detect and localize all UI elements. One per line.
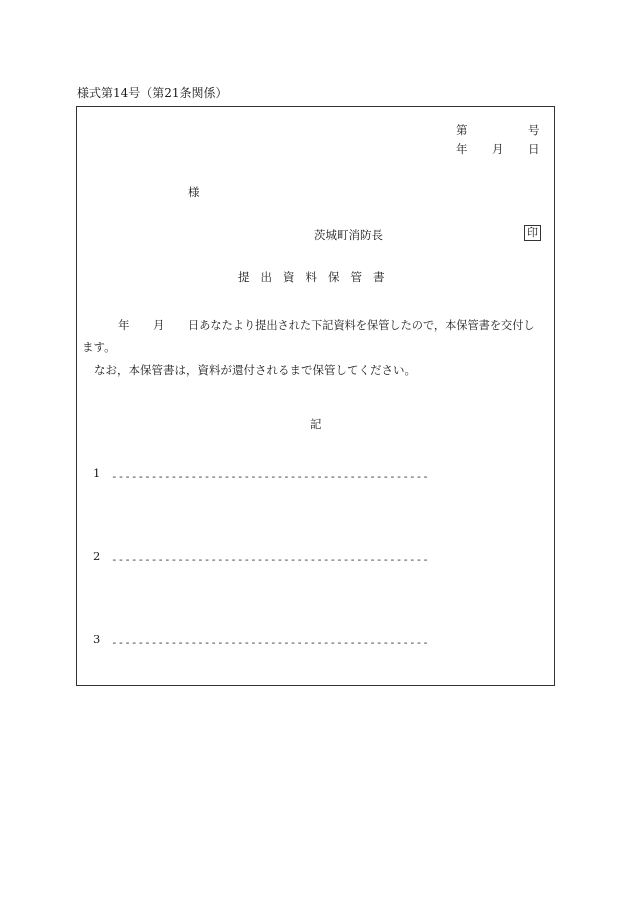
seal-text: 印	[524, 225, 541, 241]
addressee-suffix: 様	[188, 185, 200, 199]
number-suffix: 号	[528, 123, 540, 137]
item-blank-line: ------------------------------------------------	[111, 470, 429, 483]
item-number: 1	[93, 466, 101, 480]
item-blank-line: ------------------------------------------------	[111, 636, 429, 649]
body-year: 年	[118, 318, 130, 332]
title-char: 提	[238, 270, 250, 284]
date-month: 月	[492, 142, 504, 156]
document-frame	[76, 106, 555, 686]
title-char: 書	[373, 270, 385, 284]
date-year: 年	[456, 142, 468, 156]
body-month: 月	[153, 318, 165, 332]
item-number: 3	[93, 632, 101, 646]
seal-stamp-box	[524, 225, 541, 241]
title-char: 管	[350, 270, 362, 284]
body-line1: 日あなたより提出された下記資料を保管したので，本保管書を交付し	[188, 319, 535, 332]
ki-heading: 記	[310, 417, 322, 431]
title-char: 保	[328, 270, 340, 284]
number-prefix: 第	[456, 123, 468, 137]
title-char: 料	[305, 270, 317, 284]
title-char: 資	[283, 270, 295, 284]
issuer-name: 茨城町消防長	[314, 228, 383, 242]
body-line3: なお，本保管書は，資料が還付されるまで保管してください。	[94, 363, 416, 377]
item-blank-line: ------------------------------------------------	[111, 553, 429, 566]
document-title	[238, 269, 396, 285]
form-label: 様式第14号（第21条関係）	[77, 86, 228, 100]
title-char: 出	[260, 270, 272, 284]
body-line2: ます。	[82, 340, 116, 354]
item-number: 2	[93, 549, 101, 563]
date-day: 日	[528, 142, 540, 156]
